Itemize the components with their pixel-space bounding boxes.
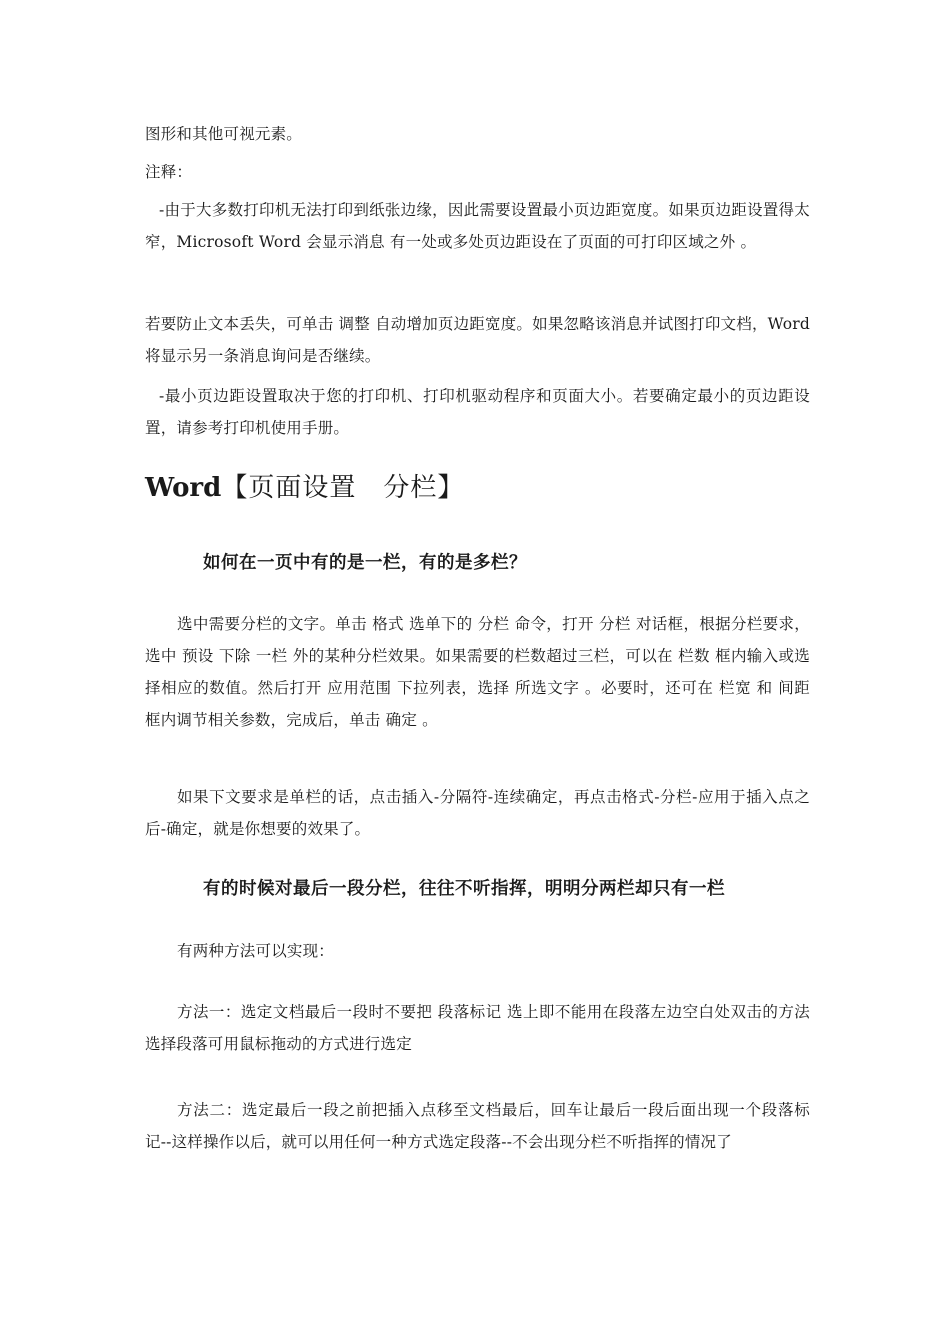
section-heading xyxy=(145,470,464,506)
heading-cjk: 【页面设置 分栏】 xyxy=(221,473,465,503)
note-paragraph-2: -最小页边距设置取决于您的打印机、打印机驱动程序和页面大小。若要确定最小的页边距设置，请参考打印机使用手册。 xyxy=(145,387,810,437)
question-1-heading: 如何在一页中有的是一栏，有的是多栏？ xyxy=(203,553,527,573)
answer-1-paragraph: 选中需要分栏的文字。单击 格式 选单下的 分栏 命令，打开 分栏 对话框，根据分栏要求，选中 预设 下除 一栏 外的某种分栏效果。如果需要的栏数超过三栏，可以在 栏数 框内输入或选择相应的数值。然后打开 应用范围 下拉列表，选择 所选文字 。必要时，还可在 栏宽 和 间距 框内调节相关参数，完成后，单击 确定 。 xyxy=(145,615,810,729)
answer-2-intro: 有两种方法可以实现： xyxy=(177,942,335,960)
heading-latin: Word xyxy=(145,473,222,503)
intro-line: 图形和其他可视元素。 xyxy=(145,125,303,143)
method-1-paragraph: 方法一：选定文档最后一段时不要把 段落标记 选上即不能用在段落左边空白处双击的方法选择段落可用鼠标拖动的方式进行选定 xyxy=(145,1003,810,1053)
question-2-heading: 有的时候对最后一段分栏，往往不听指挥，明明分两栏却只有一栏 xyxy=(203,879,725,899)
method-2-paragraph: 方法二：选定最后一段之前把插入点移至文档最后，回车让最后一段后面出现一个段落标记--这样操作以后，就可以用任何一种方式选定段落--不会出现分栏不听指挥的情况了 xyxy=(145,1101,810,1151)
note-paragraph-1: -由于大多数打印机无法打印到纸张边缘，因此需要设置最小页边距宽度。如果页边距设置得太窄，Microsoft Word 会显示消息 有一处或多处页边距设在了页面的可打印区域之外 。 xyxy=(145,201,810,251)
note-label: 注释： xyxy=(145,163,193,181)
answer-1b-paragraph: 如果下文要求是单栏的话，点击插入-分隔符-连续确定，再点击格式-分栏-应用于插入点之后-确定，就是你想要的效果了。 xyxy=(145,788,810,838)
note-paragraph-1-followup: 若要防止文本丢失，可单击 调整 自动增加页边距宽度。如果忽略该消息并试图打印文档，Word 将显示另一条消息询问是否继续。 xyxy=(145,315,810,365)
